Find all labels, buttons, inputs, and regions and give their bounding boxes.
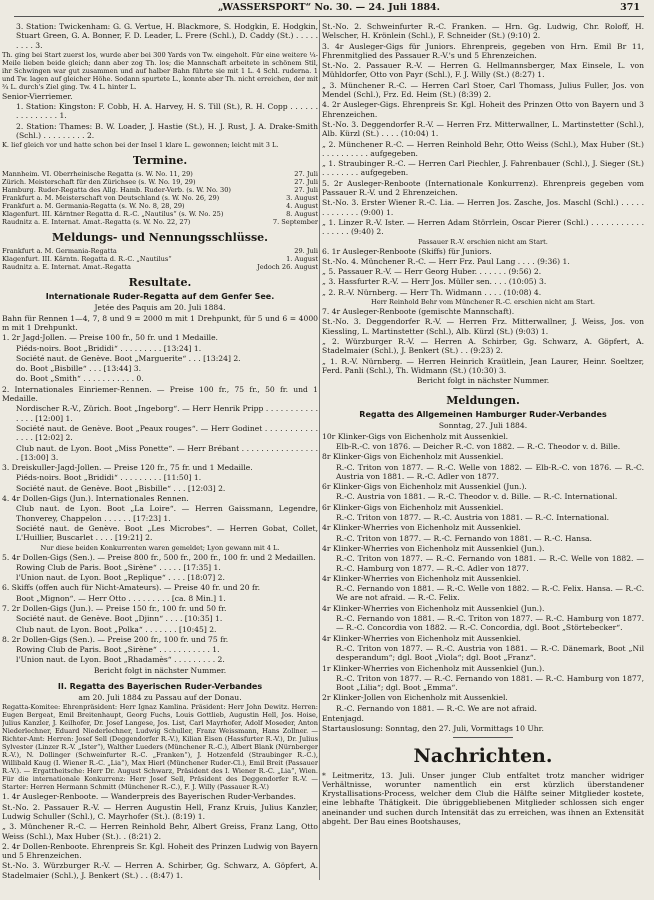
race-entry: Club naut. de Lyon. Boot „Polka“ . . . . . . . [10:45] 2. [16, 624, 217, 634]
race-entry: Rowing Club de Paris. Boot „Sirène“ . . . . . . . . . . . 1. [16, 645, 220, 655]
genf-course: Bahn für Rennen 1—4, 7, 8 und 9 = 2000 m mit 1 Drehpunkt, für 5 und 6 = 4000 m mit 1 Drehpunkt. [2, 313, 318, 332]
race-entry: R.-C. Triton von 1877. — R.-C. Welle von 1882. — Elb-R.-C. von 1876. — R.-C. Austria von 1881. — R.-C. Adler von 1877. [336, 462, 644, 481]
race-entry: „ 1. Linzer R.-V. Ister. — Herren Adam Störrlein, Oscar Pierer (Schl.) . . . . . . . . . . . . . . . . . (9:40) 2. [322, 217, 644, 237]
section-rule [130, 678, 190, 679]
hamburg-heading: Regatta des Allgemeinen Hamburger Ruder-Verbandes [359, 410, 607, 420]
bayer-heading: II. Regatta des Bayerischen Ruder-Verbandes [57, 682, 263, 692]
race-entry: Société naut. de Genève. Boot „Peaux rouges“. — Herr Godinet . . . . . . . . . . . . . . . [12:02] 2. [16, 423, 318, 443]
race-entry: R.-C. Triton von 1877. — R.-C. Fernando von 1881. — R.-C. Welle von 1882. — R.-C. Hamburg von 1877. — R.-C. Adler von 1877. [336, 554, 644, 573]
race-note: Passauer R.-V. erschien nicht am Start. [418, 237, 548, 246]
race-entry: St.-No. 2. Schweinfurter R.-C. Franken. — Hrn. Gg. Ludwig, Chr. Roloff, H. Welscher, H. Krönlein (Schl.), F. Schneider (St.) (9:10) 2. [322, 22, 644, 41]
race-note: Nur diese beiden Konkurrenten waren gemeldet; Lyon gewann mit 4 L. [40, 543, 280, 552]
race-results [2, 333, 318, 675]
race-heading: 4r Klinker-Wherries von Eichenholz mit Aussenkiel. [322, 633, 521, 643]
race-entry: „ 1. R.-V. Nürnberg. — Herren Heinrich Kraütlein, Jean Laurer, Heinr. Soeltzer, Ferd. Panli (Schl.), Th. Widmann (St.) (10:30) 3. [322, 356, 644, 375]
meldungs-heading: Meldungs- und Nennungsschlüsse. [51, 231, 269, 245]
race-heading: 6r Klinker-Gigs von Eichenholz mit Aussenkiel. [322, 502, 504, 512]
race-entry: St.-No. 3. Deggendorfer R.-V. — Herren Frz. Mitterwallner, J. Weiss, Jos. von Kiessling, L. Martinstetter (Schl.), Alb. Kürzl (St.) (9:03) 1. [322, 317, 644, 336]
race-heading: 7. 2r Dollen-Gigs (Jun.). — Preise 150 fr., 100 fr. und 50 fr. [2, 603, 227, 613]
intro-report: K. lief gleich vor und hatte schon bei der Insel 1 klare L. gewonnen; leicht mit 3 L. [2, 141, 279, 150]
race-heading: 5. 2r Ausleger-Renboote (Internationale Konkurrenz). Ehrenpreis gegeben vom Passauer R.-V. und 2 Ehrenzeichen. [322, 178, 644, 198]
race-heading: 8. 2r Dollen-Gigs (Sen.). — Preise 200 fr., 100 fr. und 75 fr. [2, 634, 229, 644]
race-entry: l'Union naut. de Lyon. Boot „Replique“ . . . . [18:07] 2. [16, 573, 225, 583]
section-rule [453, 388, 513, 389]
page-header [14, 0, 644, 17]
race-entry: St.-No. 2. Passauer R.-V. — Herren G. Hellmannsberger, Max Einsele, L. von Mühldorfer, Otto von Payr (Schl.), F. J. Willy (St.) (8:27) 1. [322, 61, 644, 80]
race-entry: R.-C. Triton von 1877. — R.-C. Fernando von 1881. — R.-C. Hansa. [336, 533, 592, 543]
race-entry: R.-C. Triton von 1877. — R.-C. Austria von 1881. — R.-C. International. [336, 513, 610, 523]
race-entry: Elb-R.-C. von 1876. — Deicher R.-C. von 1882. — R.-C. Theodor v. d. Bille. [336, 441, 621, 451]
race-heading: 6r Klinker-Gigs von Eichenholz mit Aussenkiel (Jun.). [322, 482, 527, 492]
report-note: Bericht folgt in nächster Nummer. [93, 665, 227, 675]
list-item: Mannheim. VI. Oberrheinische Regatta (s. W. No. 11, 29) 27. Juli [2, 170, 318, 179]
race-heading: 4. 2r Ausleger-Gigs. Ehrenpreis Sr. Kgl. Hoheit des Prinzen Otto von Bayern und 3 Ehrenzeichen. [322, 100, 644, 119]
meldungs-list [2, 247, 318, 271]
race-heading: 4r Klinker-Wherries von Eichenholz mit Aussenkiel. [322, 523, 521, 533]
section-rule [453, 737, 513, 738]
race-heading: 2. 4r Dollen-Renboote. Ehrenpreis Sr. Kgl. Hoheit des Prinzen Ludwig von Bayern und 5 Ehrenzeichen. [2, 841, 318, 861]
race-heading: 6. 1r Ausleger-Renboote (Skiffs) für Juniors. [322, 246, 492, 256]
hamburg-date: Sonntag, 27. Juli 1884. [438, 421, 528, 431]
news-paragraph: * Leitmeritz, 13. Juli. Unser junger Club entfaltet trotz mancher widriger Verhältnisse, worunter namentlich ein erst kürzlich überstandener Krystallisations-Process, welcher dem Club die Hälfte seiner Mitglieder kostete, eine lebhafte Thätigkeit. Die übriggebliebenen Mitglieder schlossen sich enger aneinander und suchen durch Intensität das zu erreichen, was ihnen an Extensität abgeht. Der Bau eines Bootshauses, [322, 770, 644, 827]
right-column [322, 22, 644, 900]
list-item: Hamburg. Ruder-Regatta des Allg. Hamb. Ruder-Verb. (s. W. No. 30) 27. Juli [2, 186, 318, 195]
race-entry: R.-C. Fernando von 1881. — R.-C. Triton von 1877. — R.-C. Hamburg von 1877. — R.-C. Concordia von 1882. — R.-C. Concordia, dgl. Boot „Störtebecker“. [336, 614, 644, 633]
termine-list [2, 170, 318, 226]
intro-report: Th. ging bei Start zuerst los, wurde aber bei 300 Yards von Tw. eingeholt. Für eine weitere ¼-Meile lieben beide gleich; dann aber zog Th. los; die Mannschaft arbeitete in schönem Stil, ihr Schwingen war gut zusammen und auf halber Bahn führte sie mit 1 L. 4 Schl. ruderna. 1 und Tw. lagen auf gleicher Höhe. Sodann spurtete L., konnte aber Th. nicht erreichen, der mit ¾ L. durch's Ziel ging. Tw. 4 L. hinter L. [2, 50, 318, 91]
race-entry: do. Boot „Smith“ . . . . . . . . . . . 0. [16, 374, 144, 384]
list-item: Frankfurt a. M. Germania-Regatta (s. W. No. 8, 28, 29) 4. August [2, 202, 318, 211]
race-heading: 4r Klinker-Wherries von Eichenholz mit Aussenkiel (Jun.). [322, 543, 545, 553]
race-heading: 4r Klinker-Wherries von Eichenholz mit Aussenkiel. [322, 573, 521, 583]
genf-heading: Internationale Ruder-Regatta auf dem Genfer See. [45, 292, 275, 302]
page-number: 371 [620, 2, 640, 13]
race-entry: Rowing Club de Paris. Boot „Sirène“ . . . . . [17:35] 1. [16, 562, 221, 572]
race-heading: 4. 4r Dollen-Gigs (Jun.). Internationales Rennen. [2, 494, 189, 504]
race-entry: do. Boot „Bisbille“ . . . [13:44] 3. [16, 364, 142, 374]
race-entry: „ 2. R.-V. Nürnberg. — Herr Th. Widmann . . . . (10:08) 4. [322, 287, 542, 297]
header-title: „WASSERSPORT“ No. 30. — 24. Juli 1884. [218, 2, 440, 13]
race-entry: „ 5. Passauer R.-V. — Herr Georg Huber. . . . . . . (9:56) 2. [322, 267, 542, 277]
list-item: Frankfurt a. M. Meisterschaft von Deutschland (s. W. No. 26, 29) 3. August [2, 194, 318, 203]
intro-heading: Senior-Vierriemer. [2, 91, 73, 101]
race-heading: 1r Klinker-Wherries von Eichenholz mit Aussenkiel (Jun.). [322, 663, 545, 673]
race-entry: Société naut. de Genève. Boot „Marguerite“ . . . [13:24] 2. [16, 353, 241, 363]
race-entry: St.-No. 4. Münchener R.-C. — Herr Frz. Paul Lang . . . . (9:36) 1. [322, 256, 570, 266]
genf-date: Jetée des Paquis am 20. Juli 1884. [94, 303, 226, 313]
race-heading: 6. Skiffs (offen auch für Nicht-Amateurs). — Preise 40 fr. und 20 fr. [2, 583, 260, 593]
race-entry: „ 3. Hassfurter R.-V. — Herr Jos. Müller sen. . . . (10:05) 3. [322, 277, 547, 287]
entry-list [322, 432, 644, 734]
race-entry: „ 1. Straubinger R.-C. — Herren Carl Piechler, J. Fahrenbauer (Schl.), J. Sieger (St.) . . . . . . . . aufgegeben. [322, 159, 644, 178]
list-item: Raudnitz a. E. Internat. Amat.-Regatta Jedoch 26. August [2, 263, 318, 272]
race-entry: Club naut. de Lyon. Boot „Miss Ponette“. — Herr Brébant . . . . . . . . . . . . . . . . . [13:00] 3. [16, 443, 318, 462]
race-entry: Société naut. de Genève. Boot „Djinn“ . . . . [10:35] 1. [16, 614, 223, 624]
list-item: Frankfurt a. M. Germania-Regatta 29. Juli [2, 247, 318, 256]
race-entry: Nordischer R.-V., Zürich. Boot „Ingeborg“. — Herr Henrik Pripp . . . . . . . . . . . . . . . [12:00] 1. [16, 404, 318, 423]
race-heading: 1. 4r Ausleger-Renboote. — Wanderpreis des Bayerischen Ruder-Verbandes. [2, 792, 296, 802]
race-entry: „ 2. Münchener R.-C. — Herren Reinhold Behr, Otto Weiss (Schl.), Max Huber (St.) . . . . . . . . . . aufgegeben. [322, 139, 644, 158]
race-heading: 2. Internationales Einriemer-Rennen. — Preise 100 fr., 75 fr., 50 fr. und 1 Medaille. [2, 384, 318, 404]
race-heading: 1. 2r Jagd-Jollen. — Preise 100 fr., 50 fr. und 1 Medaille. [2, 333, 218, 343]
termine-heading: Termine. [132, 154, 188, 168]
race-heading: 3. Dreiskuller-Jagd-Jollen. — Preise 120 fr., 75 fr. und 1 Medaille. [2, 463, 253, 473]
intro-para: 3. Station: Twickenham: G. G. Vertue, H. Blackmore, S. Hodgkin, E. Hodgkin, Stuart Green, G. A. Bonner, F. D. Leader, L. Frere (Schl.), D. Caddy (St.) . . . . . . . . . 3. [16, 22, 318, 50]
race-entry: „ 3. Münchener R.-C. — Herren Carl Stoer, Carl Thomass, Julius Fuller, Jos. von Mendel (Schl.), Frz. Ed. Heim (St.) (8:39) 2. [322, 80, 644, 100]
race-heading: 10r Klinker-Gigs von Eichenholz mit Aussenkiel. [322, 431, 509, 441]
race-entry: Club naut. de Lyon. Boot „La Loire“. — Herren Gaissmann, Legendre, Thonverey, Chappelon . . . . . . [17:23] 1. [16, 504, 318, 523]
left-column [2, 22, 318, 900]
race-note: Herr Reinhold Behr vom Münchener R.-C. erschien nicht am Start. [370, 298, 596, 307]
race-entry: R.-C. Triton von 1877. — R.-C. Fernando von 1881. — R.-C. Hamburg von 1877, Boot „Lilia“; dgl. Boot „Emma“. [336, 673, 644, 693]
list-item: Zürich. Meisterschaft für den Zürichsee (s. W. No. 19, 29) 27. Juli [2, 178, 318, 187]
race-entry: R.-C. Fernando von 1881. — R.-C. Welle von 1882. — R.-C. Felix. Hansa. — R.-C. We are not afraid. — R.-C. Felix. [336, 584, 644, 603]
race-heading: 8r Klinker-Gigs von Eichenholz mit Aussenkiel. [322, 452, 504, 462]
race-heading: 2r Klinker-Jollen von Eichenholz mit Aussenkiel. [322, 693, 508, 703]
intro-para: 1. Station: Kingston: F. Cobb, H. A. Harvey, H. S. Till (St.), R. H. Copp . . . . . . . . . . . . . . . 1. [16, 102, 318, 121]
race-heading: Entenjagd. [322, 714, 364, 723]
nachrichten-heading: Nachrichten. [413, 744, 553, 767]
column-divider [319, 20, 320, 880]
bayer-committee: Regatta-Komitee: Ehrenpräsident: Herr Ignaz Kamlina. Präsident: Herr John Dewitz. Herren: Eugen Bergeat, Emil Breitenhaupt, Georg Fuchs, Louis Gottlieb, Augustin Hell, Jos. Hoise, Julius Kanzler, J. Keilhofer, Dr. Josef Langese, Jos. List, Carl Mayrhofer, Adolf Moseder, Anton Niederlechner, Eduard Niederlechner, Ludwig Schuller, Franz Weissmann, Hans Zollner. — Richter-Amt: Herren: Josef Sell (Deggendorfer R.-V.), Kilian Eisen (Hassfurter R.-V.), Dr. Julius Sylvester (Linzer R.-V. „Ister“), Walther Lueders (Münchener R.-C.), Albert Blank (Nürnberger R.-V.), N. Dollinger (Schweinfurter R.-C. „Franken“), J. Hotzenfeld (Straubinger R.-C.), Willibald Kaug (I. Wiener R.-C. „Lia“), Max Hierl (Münchener Ruder-Cl.), Emil Breit (Passauer R.-V.). — Ergattheitsche: Herr Dr. August Schwarz, Präsident des I. Wiener R.-C. „Lia“, Wien. Für die internationale Konkurrenz: Herr Josef Sell, Präsident des Deggendorfer R.-V. — Starter: Herren Hermann Schmitt (Münchener R.-C.), F. J. Willy (Passauer R.-V.) [2, 703, 318, 792]
list-item: Raudnitz a. E. Internat. Amat.-Regatta (s. W. No. 22, 27) 7. September [2, 218, 318, 227]
resultate-heading: Resultate. [128, 276, 192, 290]
intro-para: 2. Station: Thames: B. W. Loader, J. Hastie (St.), H. J. Rust, J. A. Drake-Smith (Schl.) . . . . . . . . . 2. [16, 121, 318, 141]
report-note: Bericht folgt in nächster Nummer. [416, 376, 550, 386]
race-entry: St.-No. 3. Deggendorfer R.-V. — Herren Frz. Mitterwallner, L. Martinstetter (Schl.), Alb. Kürzl (St.) . . . . (10:04) 1. [322, 119, 644, 139]
race-entry: Boot „Mignon“. — Herr Otto . . . . . . . . . [ca. 8 Min.] 1. [16, 593, 226, 603]
list-item: Klagenfurt. III. Kärntn. Regatta d. R.-C. „Nautilus“ 1. August [2, 255, 318, 264]
race-entry: Piéds-noirs. Boot „Brididi“ . . . . . . . . . [13:24] 1. [16, 343, 202, 353]
race-entry: „ 3. Münchener R.-C. — Herren Reinhold Behr, Albert Greiss, Franz Lang, Otto Weiss (Schl.), Max Huber (St.). . (8:21) 2. [2, 822, 318, 841]
meldungen-heading: Meldungen. [446, 394, 520, 408]
race-entry: Piéds-noirs. Boot „Brididi“ . . . . . . . . . [11:50] 1. [16, 473, 202, 483]
race-entry: R.-C. Austria von 1881. — R.-C. Theodor v. d. Bille. — R.-C. International. [336, 492, 618, 502]
race-entry: St.-No. 2. Passauer R.-V. — Herren Augustin Hell, Franz Kruis, Julius Kanzler, Ludwig Schuller (Schl.), C. Mayrhofer (St.). (8:19) 1. [2, 802, 318, 821]
start-note: Startauslosung: Sonntag, den 27. Juli, Vormittags 10 Uhr. [322, 724, 544, 734]
race-entry: l'Union naut. de Lyon. Boot „Rhadamès“ . . . . . . . . . 2. [16, 655, 225, 665]
race-entry: R.-C. Triton von 1877. — R.-C. Austria von 1881. — R.-C. Dänemark, Boot „Nil desperandum“; dgl. Boot „Viola“; dgl. Boot „Franz“. [336, 643, 644, 663]
race-heading: 3. 4r Ausleger-Gigs für Juniors. Ehrenpreis, gegeben von Hrn. Emil Br 11, Fhrenmitglied des Passauer R.-V.'s und 5 Ehrenzeichen. [322, 41, 644, 60]
race-entry: Société naut. de Genève. Boot „Les Microbes“. — Herren Gobat, Collet, L'Huillier, Buscarlet . . . . [19:21] 2. [16, 523, 318, 543]
bayer-subheading: am 20. Juli 1884 zu Passau auf der Donau. [78, 693, 242, 703]
race-entry: R.-C. Fernando von 1881. — R.-C. We are not afraid. [336, 703, 537, 713]
race-entry: Société naut. de Genève. Boot „Bisbille“ . . . [12:03] 2. [16, 483, 226, 493]
race-heading: 4r Klinker-Wherries von Eichenholz mit Aussenkiel (Jun.). [322, 603, 545, 613]
race-heading: 5. 4r Dollen-Gigs (Sen.). — Preise 800 fr., 500 fr., 200 fr., 100 fr. und 2 Medaillen. [2, 552, 316, 562]
race-heading: 7. 4r Ausleger-Renboote (gemischte Mannschaft). [322, 307, 515, 317]
race-entry: St.-No. 3. Erster Wiener R.-C. Lia. — Herren Jos. Zasche, Jos. Maschl (Schl.) . . . . . . . . . . . . . (9:00) 1. [322, 198, 644, 217]
race-entry: „ 2. Würzburger R.-V. — Herren A. Schirber, Gg. Schwarz, A. Göpfert, A. Stadelmaier (Schl.), J. Benkert (St.) . . (9:23) 2. [322, 336, 644, 356]
race-entry: St.-No. 3. Würzburger R.-V. — Herren A. Schirber, Gg. Schwarz, A. Göpfert, A. Stadelmaier (Schl.), J. Benkert (St.) . . (8:47) 1. [2, 861, 318, 880]
list-item: Klagenfurt. III. Kärntner Regatta d. R.-C. „Nautilus“ (s. W. No. 25) 8. August [2, 210, 318, 219]
